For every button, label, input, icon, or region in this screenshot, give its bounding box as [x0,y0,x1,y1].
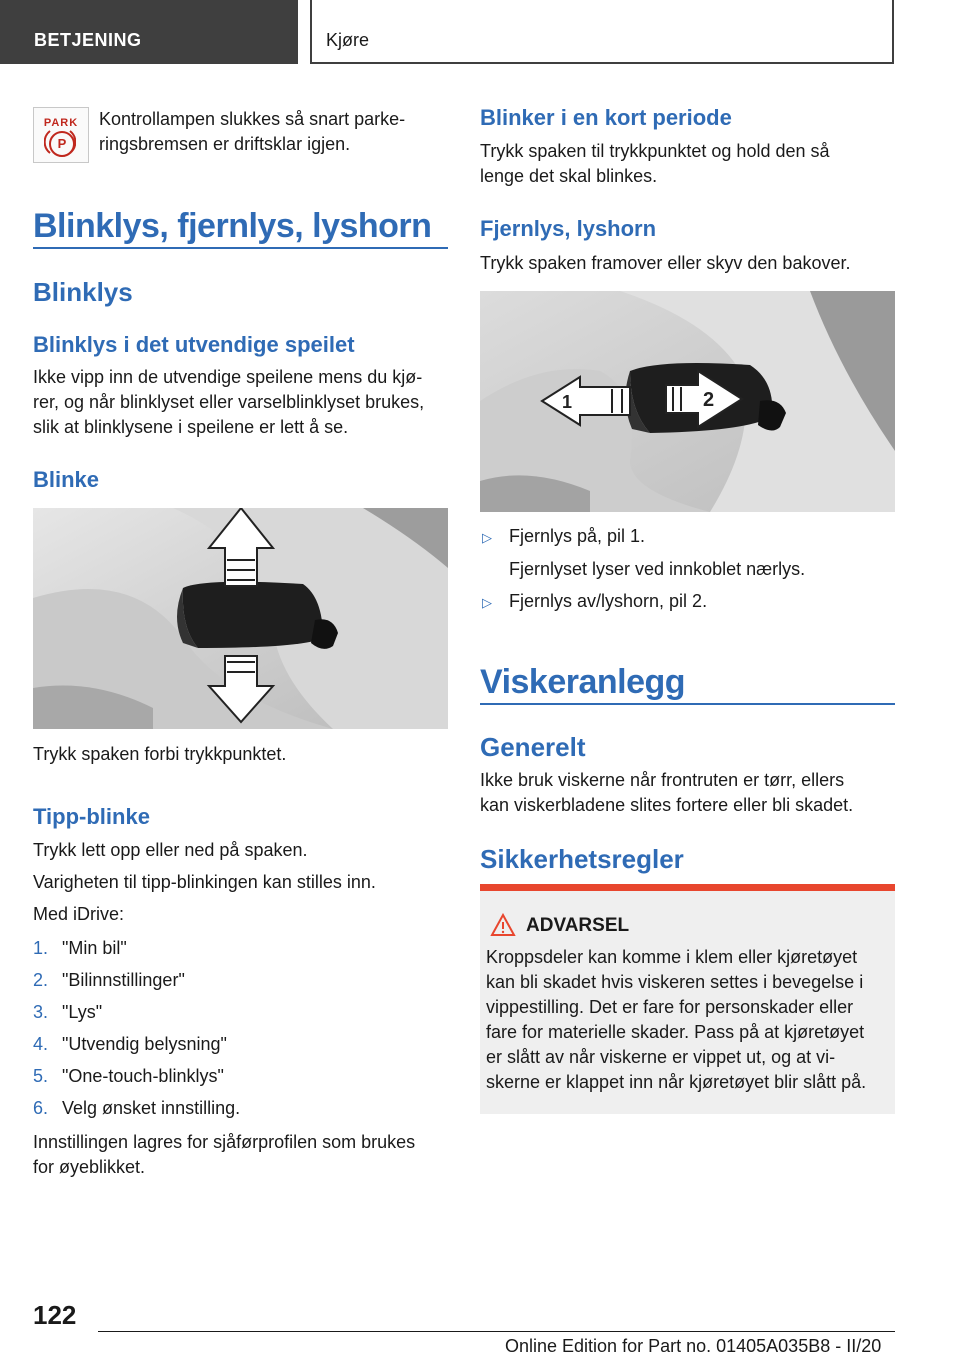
park-circle-icon [49,131,75,157]
heading-blinke: Blinke [33,467,100,492]
mirror-line: slik at blinklysene i speilene er lett å se. [33,417,349,437]
main-heading: Blinklys, fjernlys, lyshorn [33,207,432,245]
high-beam-lever-image [480,291,895,512]
warning-line: Kroppsdeler kan komme i klem eller kjøretøyet [486,947,858,967]
generelt-line: kan viskerbladene slites fortere eller bli skadet. [480,795,854,815]
arrow-label-2: 2 [703,389,715,411]
step-number: 1. [33,938,49,958]
header-chapter-tab [310,0,894,64]
header-section-label: BETJENING [34,30,142,50]
bullet-triangle-icon: ▷ [482,595,492,610]
turn-signal-lever-image [33,508,448,729]
step-text: "Utvendig belysning" [62,1034,227,1054]
step-text: Velg ønsket innstilling. [62,1098,241,1118]
warning-line: vippestilling. Det er fare for personskader eller [486,997,854,1017]
step-number: 4. [33,1034,49,1054]
kort-line: Trykk spaken til trykkpunktet og hold den så [480,141,830,161]
heading-mirror: Blinklys i det utvendige speilet [33,332,355,357]
tipp-text-2: Varigheten til tipp-blinkingen kan stilles inn. [33,872,376,892]
caption-blinke: Trykk spaken forbi trykkpunktet. [33,744,287,764]
tipp-text-1: Trykk lett opp eller ned på spaken. [33,840,308,860]
park-symbol: P [57,136,67,151]
heading-blinker-kort: Blinker i en kort periode [480,105,732,130]
kort-line: lenge det skal blinkes. [480,166,658,186]
step-text: "One-touch-blinklys" [62,1066,224,1086]
bullet-text: Fjernlys av/lyshorn, pil 2. [509,591,708,611]
intro-line: Kontrollampen slukkes så snart parke- [99,109,406,129]
outro-line: for øyeblikket. [33,1157,146,1177]
park-brake-icon [33,107,89,163]
mirror-line: Ikke vipp inn de utvendige speilene mens du kjø- [33,367,423,387]
warning-text [486,945,891,1095]
fjernlys-text: Trykk spaken framover eller skyv den bakover. [480,253,851,273]
generelt-text [480,768,900,818]
warning-line: fare for materielle skader. Pass på at kjøretøyet [486,1022,865,1042]
bullet-subtext: Fjernlyset lyser ved innkoblet nærlys. [509,559,806,579]
footer-rule [98,1331,895,1332]
page-number: 122 [33,1300,77,1330]
step-text: "Lys" [62,1002,103,1022]
bullet-triangle-icon: ▷ [482,530,492,545]
heading-rule [480,703,895,705]
heading-blinklys: Blinklys [33,277,133,307]
mirror-line: rer, og når blinklyset eller varselblinklyset brukes, [33,392,425,412]
header-section-tab [0,0,298,64]
step-number: 5. [33,1066,49,1086]
generelt-line: Ikke bruk viskerne når frontruten er tørr, ellers [480,770,845,790]
heading-generelt: Generelt [480,732,586,762]
step-number: 6. [33,1098,49,1118]
footer-edition: Online Edition for Part no. 01405A035B8 - II/20 [505,1336,882,1356]
step-number: 3. [33,1002,49,1022]
warning-box [480,884,895,1114]
warning-title: ADVARSEL [526,915,630,936]
park-icon-label: PARK [43,117,79,129]
outro-text [33,1130,453,1180]
idrive-label: Med iDrive: [33,904,125,924]
arrow-label-1: 1 [562,392,573,412]
kort-text [480,139,895,189]
heading-viskeranlegg: Viskeranlegg [480,663,686,701]
heading-fjernlys: Fjernlys, lyshorn [480,216,657,241]
header-chapter-label: Kjøre [326,30,370,50]
step-text: "Bilinnstillinger" [62,970,185,990]
heading-tipp-blinke: Tipp-blinke [33,804,150,829]
warning-line: kan bli skadet hvis viskeren settes i bevegelse i [486,972,864,992]
bullet-text: Fjernlys på, pil 1. [509,526,646,546]
heading-rule [33,247,448,249]
outro-line: Innstillingen lagres for sjåførprofilen som brukes [33,1132,416,1152]
mirror-text [33,365,453,440]
step-text: "Min bil" [62,938,127,958]
heading-sikkerhetsregler: Sikkerhetsregler [480,844,684,874]
warning-line: er slått av når viskerne er vippet ut, og at vi- [486,1047,836,1067]
intro-text [99,107,439,157]
intro-line: ringsbremsen er driftsklar igjen. [99,134,351,154]
warning-triangle-icon [490,913,516,937]
warning-line: skerne er klappet inn når kjøretøyet blir slått på. [486,1072,867,1092]
step-number: 2. [33,970,49,990]
